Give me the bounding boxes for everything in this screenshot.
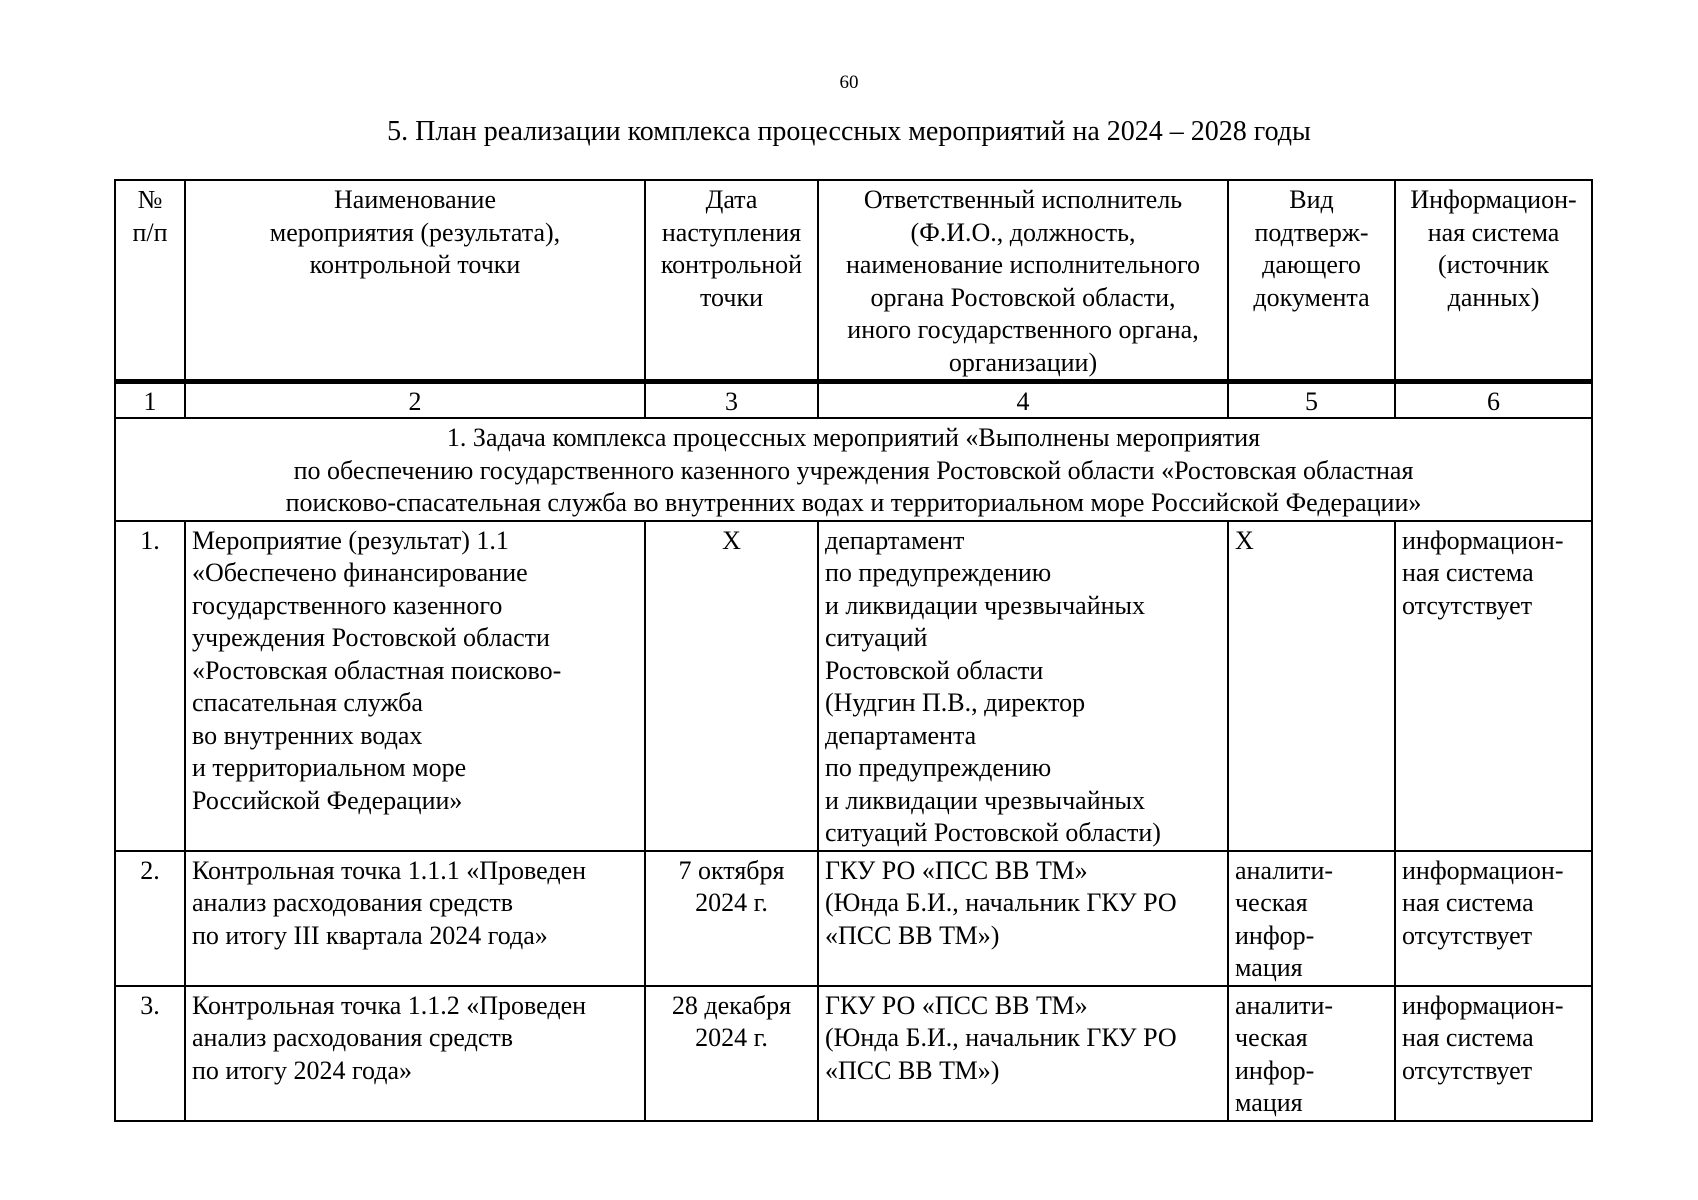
- text-line: отсутствует: [1402, 920, 1533, 950]
- task-heading: [115, 418, 1592, 521]
- text-line: 1. Задача комплекса процессных мероприятий «Выполнены мероприятия: [446, 423, 1261, 452]
- text-line: по итогу III квартала 2024 года»: [192, 920, 548, 950]
- row-document-type: [1228, 521, 1395, 851]
- text-line: (источник: [1438, 250, 1549, 279]
- row-name: [185, 521, 645, 851]
- text-line: анализ расходования средств: [192, 888, 514, 917]
- row-responsible: [818, 986, 1228, 1121]
- text-line: аналити-: [1235, 990, 1334, 1020]
- text-line: иного государственного органа,: [847, 315, 1199, 344]
- page-number: 60: [839, 72, 859, 93]
- text-line: точки: [700, 282, 763, 312]
- text-line: мация: [1235, 1088, 1303, 1117]
- text-line: ная система: [1402, 558, 1534, 587]
- text-line: «ПСС ВВ ТМ»): [825, 920, 1000, 950]
- text-line: ГКУ РО «ПСС ВВ ТМ»: [825, 990, 1088, 1020]
- text-line: Контрольная точка 1.1.1 «Проведен: [192, 855, 587, 885]
- text-line: «ПСС ВВ ТМ»): [825, 1055, 1000, 1085]
- text-line: организации): [948, 347, 1098, 377]
- row-info-system: [1395, 986, 1592, 1121]
- text-line: (Нудгин П.В., директор: [825, 688, 1086, 717]
- table-row: [115, 851, 1592, 986]
- text-line: X: [1235, 525, 1254, 555]
- text-line: органа Ростовской области,: [870, 282, 1176, 312]
- text-line: Ответственный исполнитель: [863, 185, 1183, 214]
- column-number: 6: [1395, 382, 1592, 419]
- text-line: X: [722, 525, 741, 555]
- text-line: и ликвидации чрезвычайных: [825, 785, 1145, 815]
- text-line: документа: [1253, 282, 1370, 312]
- header-cell-name: [185, 180, 645, 382]
- row-name: [185, 986, 645, 1121]
- text-line: аналити-: [1235, 855, 1334, 885]
- column-number: 5: [1228, 382, 1395, 419]
- row-document-type: [1228, 851, 1395, 986]
- text-line: мация: [1235, 953, 1303, 982]
- text-line: департамента: [825, 720, 977, 750]
- text-line: ситуаций: [825, 623, 928, 652]
- plan-table: [114, 179, 1593, 1122]
- row-document-type: [1228, 986, 1395, 1121]
- text-line: Наименование: [334, 185, 496, 214]
- text-line: информацион-: [1402, 525, 1564, 555]
- row-info-system: [1395, 851, 1592, 986]
- text-line: инфор-: [1235, 1055, 1315, 1085]
- text-line: по предупреждению: [825, 558, 1052, 587]
- text-line: поисково-спасательная служба во внутренних водах и территориальном море Российской Федерации»: [285, 488, 1422, 517]
- text-line: инфор-: [1235, 920, 1315, 950]
- row-number: 1.: [115, 521, 185, 851]
- page-title: 5. План реализации комплекса процессных мероприятий на 2024 – 2028 годы: [387, 116, 1311, 147]
- text-line: информацион-: [1402, 855, 1564, 885]
- header-cell-document: [1228, 180, 1395, 382]
- text-line: «Ростовская областная поисково-: [192, 655, 562, 685]
- task-row: [115, 418, 1592, 521]
- text-line: ситуаций Ростовской области): [825, 818, 1161, 847]
- text-line: ная система: [1402, 1023, 1534, 1052]
- text-line: Контрольная точка 1.1.2 «Проведен: [192, 990, 587, 1020]
- text-line: по итогу 2024 года»: [192, 1055, 413, 1085]
- header-row: [115, 180, 1592, 382]
- text-line: подтверж-: [1254, 217, 1369, 247]
- text-line: №: [137, 185, 163, 214]
- text-line: по обеспечению государственного казенного учреждения Ростовской области «Ростовская областная: [293, 455, 1414, 485]
- header-cell-responsible: [818, 180, 1228, 382]
- text-line: Дата: [705, 185, 758, 214]
- row-responsible: [818, 521, 1228, 851]
- column-number: 4: [818, 382, 1228, 419]
- text-line: Ростовской области: [825, 655, 1044, 685]
- text-line: Информацион-: [1410, 185, 1577, 214]
- text-line: ная система: [1427, 217, 1560, 247]
- row-number: 2.: [115, 851, 185, 986]
- text-line: ная система: [1402, 888, 1534, 917]
- table-row: [115, 521, 1592, 851]
- text-line: Мероприятие (результат) 1.1: [192, 525, 509, 555]
- text-line: отсутствует: [1402, 1055, 1533, 1085]
- text-line: (Юнда Б.И., начальник ГКУ РО: [825, 1023, 1177, 1052]
- text-line: и ликвидации чрезвычайных: [825, 590, 1145, 620]
- text-line: «Обеспечено финансирование: [192, 558, 528, 587]
- row-responsible: [818, 851, 1228, 986]
- text-line: наименование исполнительного: [845, 250, 1201, 279]
- text-line: (Ф.И.О., должность,: [910, 217, 1136, 247]
- header-cell-number: [115, 180, 185, 382]
- text-line: по предупреждению: [825, 753, 1052, 782]
- text-line: и территориальном море: [192, 753, 467, 782]
- column-numbers-row: [115, 382, 1592, 419]
- text-line: ческая: [1235, 1023, 1308, 1052]
- row-date: [645, 986, 818, 1121]
- row-name: [185, 851, 645, 986]
- row-date: [645, 521, 818, 851]
- text-line: данных): [1447, 282, 1540, 312]
- text-line: ГКУ РО «ПСС ВВ ТМ»: [825, 855, 1088, 885]
- text-line: учреждения Ростовской области: [192, 623, 550, 652]
- text-line: 2024 г.: [695, 1023, 768, 1052]
- column-number: 1: [115, 382, 185, 419]
- text-line: ческая: [1235, 888, 1308, 917]
- text-line: государственного казенного: [192, 590, 503, 620]
- header-cell-info-system: [1395, 180, 1592, 382]
- text-line: департамент: [825, 525, 965, 555]
- text-line: дающего: [1262, 250, 1361, 279]
- header-cell-date: [645, 180, 818, 382]
- text-line: анализ расходования средств: [192, 1023, 514, 1052]
- text-line: Вид: [1289, 185, 1334, 214]
- text-line: контрольной: [660, 250, 803, 279]
- table-body: [115, 521, 1592, 1121]
- text-line: п/п: [132, 217, 168, 247]
- text-line: Российской Федерации»: [192, 785, 463, 815]
- text-line: 2024 г.: [695, 888, 768, 917]
- column-number: 3: [645, 382, 818, 419]
- text-line: 7 октября: [678, 855, 785, 885]
- row-info-system: [1395, 521, 1592, 851]
- text-line: информацион-: [1402, 990, 1564, 1020]
- text-line: контрольной точки: [309, 250, 521, 279]
- row-number: 3.: [115, 986, 185, 1121]
- column-number: 2: [185, 382, 645, 419]
- text-line: отсутствует: [1402, 590, 1533, 620]
- table-row: [115, 986, 1592, 1121]
- text-line: мероприятия (результата),: [269, 217, 561, 247]
- text-line: (Юнда Б.И., начальник ГКУ РО: [825, 888, 1177, 917]
- text-line: спасательная служба: [192, 688, 423, 717]
- text-line: 28 декабря: [671, 990, 792, 1020]
- text-line: наступления: [661, 217, 802, 247]
- text-line: во внутренних водах: [192, 720, 423, 750]
- row-date: [645, 851, 818, 986]
